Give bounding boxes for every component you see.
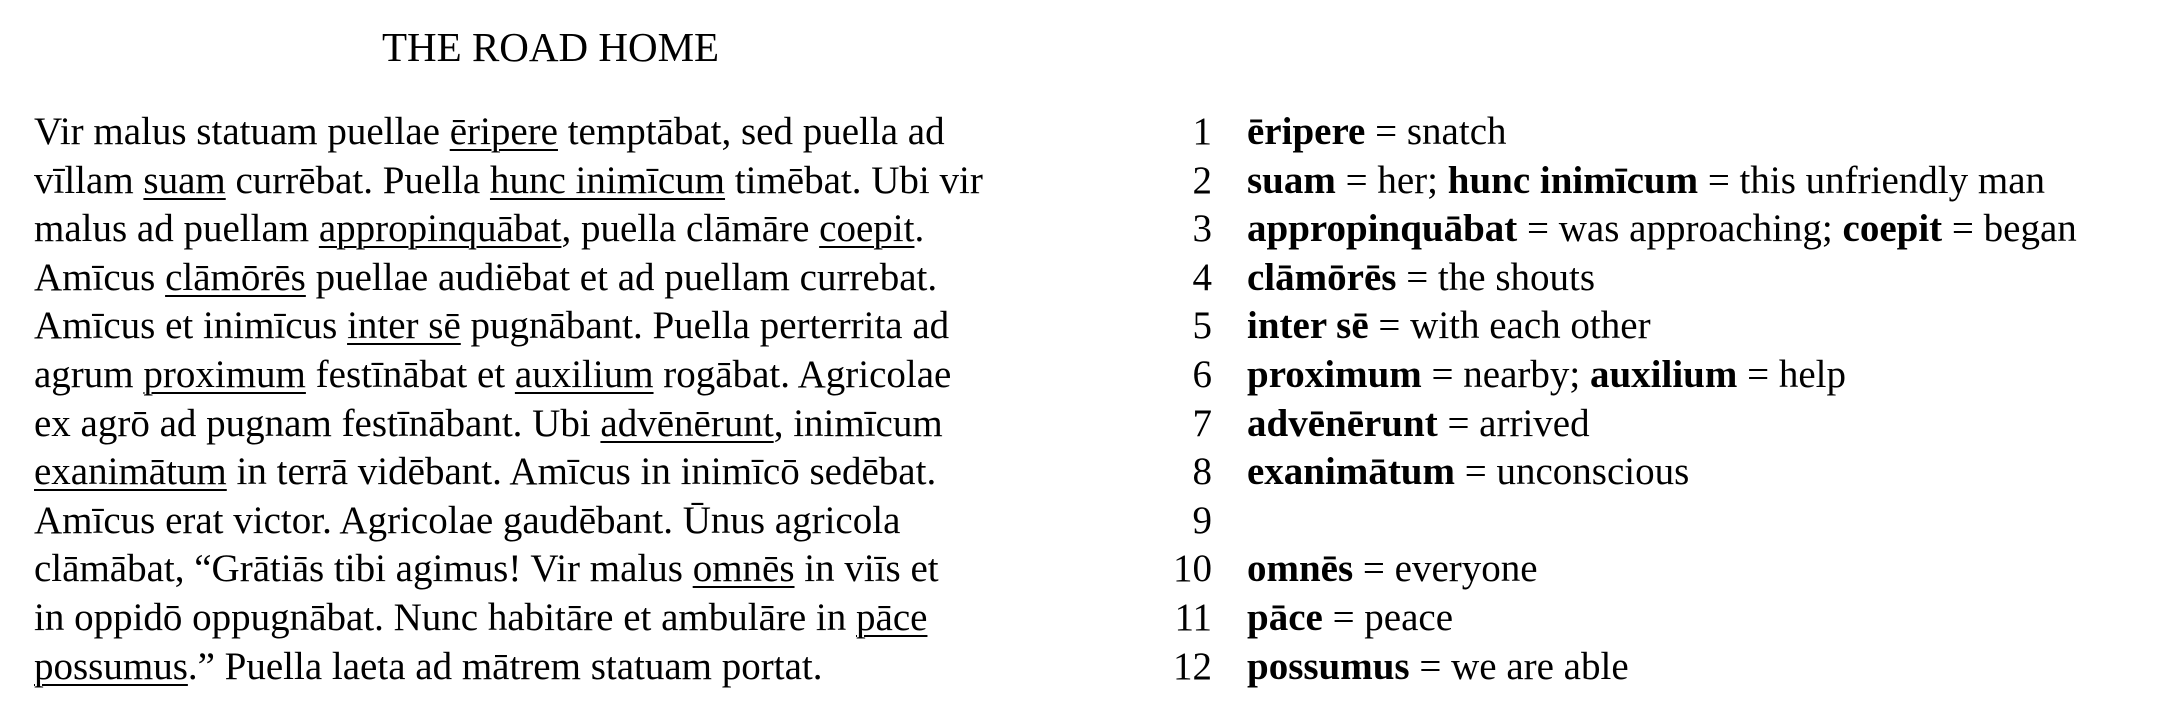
line-number: 11 [1174, 595, 1212, 639]
glossary-entry [1150, 545, 2150, 594]
passage-text: malus ad puellam [34, 207, 319, 251]
glossary-entry [1150, 448, 2150, 497]
glossary-term: suam [1247, 158, 1336, 202]
passage-text: puellae audiēbat et ad puellam currebat. [305, 255, 938, 299]
glossary-entry [1150, 400, 2150, 449]
passage-line [34, 497, 1154, 546]
glossary-entry [1150, 351, 2150, 400]
glossary-entry [1150, 497, 2150, 546]
glossed-word: ēripere [449, 110, 558, 153]
glossary-term: inter sē [1247, 304, 1369, 348]
passage-line [34, 448, 1154, 497]
glossary [1150, 108, 2150, 691]
glossary-term: proximum [1247, 352, 1422, 396]
passage-text: , puella clāmāre [561, 207, 820, 251]
passage-line [34, 643, 1154, 692]
line-number: 5 [1192, 304, 1212, 348]
glossed-word: coepit [819, 207, 915, 251]
glossary-definition [1247, 594, 1453, 643]
glossary-term: hunc inimīcum [1447, 158, 1699, 202]
glossed-word: proximum [143, 352, 306, 396]
glossary-definition [1247, 643, 1629, 692]
glossary-term: omnēs [1247, 547, 1354, 591]
glossary-term: exanimātum [1247, 450, 1455, 494]
glossary-term: clāmōrēs [1247, 255, 1397, 299]
passage-text: clāmābat, “Grātiās tibi agimus! Vir malus [34, 547, 693, 591]
glossed-word: appropinquābat [318, 207, 562, 251]
glossary-meaning: = we are able [1409, 644, 1629, 688]
page-title: THE ROAD HOME [382, 24, 720, 70]
glossary-entry [1150, 643, 2150, 692]
glossary-term: appropinquābat [1247, 207, 1518, 251]
glossary-term: pāce [1247, 595, 1323, 639]
glossary-meaning: = this unfriendly man [1698, 158, 2046, 202]
glossary-definition [1247, 448, 1689, 497]
line-number: 8 [1192, 450, 1212, 494]
line-number: 6 [1192, 352, 1212, 396]
glossary-meaning: = nearby; [1421, 352, 1590, 396]
glossary-entry [1150, 157, 2150, 206]
glossary-meaning: = unconscious [1455, 450, 1690, 494]
glossary-definition [1247, 157, 2045, 206]
line-number: 9 [1192, 498, 1212, 542]
glossary-meaning: = help [1737, 352, 1846, 396]
passage-text: timēbat. Ubi vir [725, 158, 983, 202]
passage-text: temptābat, sed puella ad [557, 110, 945, 153]
glossary-meaning: = arrived [1437, 401, 1590, 445]
glossed-word: possumus [34, 644, 188, 688]
glossed-word: pāce [856, 595, 928, 639]
glossary-entry [1150, 205, 2150, 254]
passage-line [34, 545, 1154, 594]
passage-line [34, 351, 1154, 400]
glossary-entry [1150, 302, 2150, 351]
glossed-word: inter sē [347, 304, 461, 348]
line-number: 10 [1173, 547, 1212, 591]
passage-line [34, 594, 1154, 643]
line-number: 1 [1192, 110, 1212, 153]
passage-line [34, 108, 1154, 157]
passage-text: pugnābant. Puella perterrita ad [460, 304, 950, 348]
passage-text: in terrā vidēbant. Amīcus in inimīcō sedēbat. [226, 450, 937, 494]
glossary-term: possumus [1247, 644, 1410, 688]
passage-text: , inimīcum [773, 401, 943, 445]
glossary-definition [1247, 254, 1595, 303]
passage-text: rogābat. Agricolae [653, 352, 952, 396]
line-number: 4 [1192, 255, 1212, 299]
glossed-word: omnēs [692, 547, 795, 591]
line-number: 7 [1192, 401, 1212, 445]
glossed-word: auxilium [514, 352, 654, 396]
passage-text: Amīcus erat victor. Agricolae gaudēbant. Ūnus agricola [34, 498, 901, 542]
line-number: 3 [1192, 207, 1212, 251]
passage-line [34, 254, 1154, 303]
glossary-meaning: = with each other [1368, 304, 1651, 348]
passage-text: . [914, 207, 925, 251]
passage-text: .” Puella laeta ad mātrem statuam portat. [187, 644, 823, 688]
passage-line [34, 205, 1154, 254]
glossary-definition [1247, 302, 1651, 351]
passage-line [34, 302, 1154, 351]
passage-text: ex agrō ad pugnam festīnābant. Ubi [34, 401, 601, 445]
glossary-meaning: = began [1942, 207, 2077, 251]
glossary-term: advēnērunt [1247, 401, 1438, 445]
passage-text: vīllam [34, 158, 144, 202]
glossary-definition [1247, 108, 1507, 157]
passage-text: Vir malus statuam puellae [34, 110, 450, 153]
passage-text: in viīs et [794, 547, 939, 591]
glossary-entry [1150, 254, 2150, 303]
latin-passage [34, 108, 1154, 691]
passage-line [34, 400, 1154, 449]
glossary-definition [1247, 400, 1590, 449]
glossary-meaning: = snatch [1365, 110, 1507, 153]
glossed-word: advēnērunt [600, 401, 774, 445]
passage-text: Amīcus [34, 255, 166, 299]
glossary-definition [1247, 545, 1538, 594]
glossary-entry [1150, 594, 2150, 643]
glossary-term: auxilium [1589, 352, 1738, 396]
glossed-word: hunc inimīcum [489, 158, 726, 202]
glossed-word: exanimātum [34, 450, 227, 494]
glossary-meaning: = was approaching; [1517, 207, 1843, 251]
glossary-definition [1247, 205, 2077, 254]
passage-text: Amīcus et inimīcus [34, 304, 348, 348]
passage-text: agrum [34, 352, 144, 396]
glossary-term: ēripere [1247, 110, 1366, 153]
passage-text: festīnābat et [305, 352, 515, 396]
glossed-word: suam [143, 158, 226, 202]
glossary-term: coepit [1842, 207, 1943, 251]
glossed-word: clāmōrēs [165, 255, 306, 299]
glossary-meaning: = everyone [1353, 547, 1538, 591]
passage-line [34, 157, 1154, 206]
glossary-entry [1150, 108, 2150, 157]
glossary-meaning: = peace [1322, 595, 1454, 639]
glossary-meaning: = the shouts [1396, 255, 1596, 299]
line-number: 12 [1173, 644, 1212, 688]
passage-text: currēbat. Puella [225, 158, 490, 202]
glossary-definition [1247, 351, 1846, 400]
line-number: 2 [1192, 158, 1212, 202]
passage-text: in oppidō oppugnābat. Nunc habitāre et ambulāre in [34, 595, 857, 639]
glossary-meaning: = her; [1335, 158, 1448, 202]
